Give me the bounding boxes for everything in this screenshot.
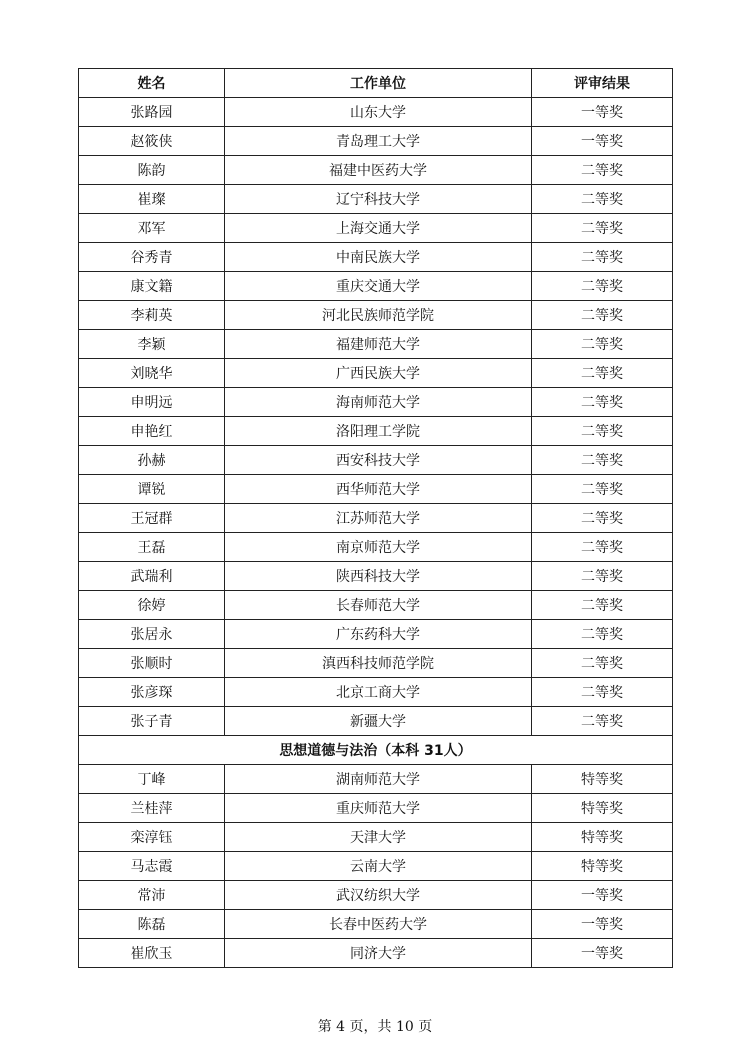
cell-name: 张顺时: [79, 649, 225, 678]
table-row: [79, 910, 673, 939]
cell-name: 武瑞利: [79, 562, 225, 591]
table-row: [79, 156, 673, 185]
cell-unit: 青岛理工大学: [225, 127, 532, 156]
cell-unit: 天津大学: [225, 823, 532, 852]
section-title: 思想道德与法治（本科 31人）: [79, 736, 673, 765]
cell-name: 陈韵: [79, 156, 225, 185]
cell-result: 一等奖: [532, 910, 673, 939]
table-row: [79, 185, 673, 214]
cell-result: 二等奖: [532, 649, 673, 678]
cell-unit: 滇西科技师范学院: [225, 649, 532, 678]
table-row: [79, 475, 673, 504]
cell-result: 特等奖: [532, 765, 673, 794]
table-row: [79, 707, 673, 736]
cell-result: 二等奖: [532, 330, 673, 359]
table-row: [79, 794, 673, 823]
cell-result: 二等奖: [532, 301, 673, 330]
cell-name: 马志霞: [79, 852, 225, 881]
table-row: [79, 214, 673, 243]
table-row: [79, 127, 673, 156]
cell-unit: 北京工商大学: [225, 678, 532, 707]
cell-name: 邓军: [79, 214, 225, 243]
cell-result: 一等奖: [532, 939, 673, 968]
cell-name: 王磊: [79, 533, 225, 562]
cell-unit: 广西民族大学: [225, 359, 532, 388]
cell-name: 申明远: [79, 388, 225, 417]
cell-name: 陈磊: [79, 910, 225, 939]
cell-unit: 云南大学: [225, 852, 532, 881]
section-body: [79, 736, 673, 765]
cell-name: 张居永: [79, 620, 225, 649]
cell-result: 特等奖: [532, 823, 673, 852]
cell-result: 一等奖: [532, 98, 673, 127]
cell-result: 二等奖: [532, 359, 673, 388]
cell-name: 刘晓华: [79, 359, 225, 388]
cell-unit: 洛阳理工学院: [225, 417, 532, 446]
table-row: [79, 678, 673, 707]
cell-result: 二等奖: [532, 678, 673, 707]
cell-name: 王冠群: [79, 504, 225, 533]
cell-name: 赵筱侠: [79, 127, 225, 156]
cell-result: 二等奖: [532, 272, 673, 301]
section-row: [79, 736, 673, 765]
cell-unit: 江苏师范大学: [225, 504, 532, 533]
table-row: [79, 823, 673, 852]
cell-result: 特等奖: [532, 794, 673, 823]
cell-unit: 山东大学: [225, 98, 532, 127]
cell-unit: 同济大学: [225, 939, 532, 968]
cell-unit: 陕西科技大学: [225, 562, 532, 591]
cell-name: 常沛: [79, 881, 225, 910]
cell-name: 申艳红: [79, 417, 225, 446]
table-body-a: [79, 98, 673, 736]
cell-unit: 上海交通大学: [225, 214, 532, 243]
cell-name: 李莉英: [79, 301, 225, 330]
cell-unit: 重庆师范大学: [225, 794, 532, 823]
cell-result: 二等奖: [532, 417, 673, 446]
table-row: [79, 765, 673, 794]
table-row: [79, 417, 673, 446]
cell-result: 二等奖: [532, 591, 673, 620]
table-row: [79, 533, 673, 562]
header-row: [79, 69, 673, 98]
cell-result: 二等奖: [532, 533, 673, 562]
cell-name: 康文籍: [79, 272, 225, 301]
cell-result: 一等奖: [532, 881, 673, 910]
table-row: [79, 301, 673, 330]
cell-unit: 湖南师范大学: [225, 765, 532, 794]
cell-result: 二等奖: [532, 156, 673, 185]
cell-unit: 中南民族大学: [225, 243, 532, 272]
cell-result: 二等奖: [532, 214, 673, 243]
cell-unit: 西安科技大学: [225, 446, 532, 475]
page-footer: 第 4 页，共 10 页: [317, 1019, 433, 1035]
cell-unit: 西华师范大学: [225, 475, 532, 504]
cell-name: 崔欣玉: [79, 939, 225, 968]
cell-unit: 长春中医药大学: [225, 910, 532, 939]
table-row: [79, 939, 673, 968]
cell-name: 谭锐: [79, 475, 225, 504]
table-row: [79, 98, 673, 127]
table-row: [79, 272, 673, 301]
cell-unit: 辽宁科技大学: [225, 185, 532, 214]
table-row: [79, 330, 673, 359]
cell-name: 谷秀青: [79, 243, 225, 272]
cell-name: 兰桂萍: [79, 794, 225, 823]
cell-result: 二等奖: [532, 504, 673, 533]
cell-name: 张路园: [79, 98, 225, 127]
cell-name: 丁峰: [79, 765, 225, 794]
awards-table: [78, 68, 673, 968]
table-row: [79, 852, 673, 881]
cell-result: 二等奖: [532, 620, 673, 649]
table-row: [79, 359, 673, 388]
cell-unit: 南京师范大学: [225, 533, 532, 562]
cell-result: 二等奖: [532, 562, 673, 591]
table-row: [79, 881, 673, 910]
cell-result: 二等奖: [532, 388, 673, 417]
cell-name: 徐婷: [79, 591, 225, 620]
cell-unit: 新疆大学: [225, 707, 532, 736]
table-row: [79, 562, 673, 591]
table-row: [79, 649, 673, 678]
cell-unit: 重庆交通大学: [225, 272, 532, 301]
table-row: [79, 388, 673, 417]
cell-name: 崔璨: [79, 185, 225, 214]
cell-result: 二等奖: [532, 243, 673, 272]
table-row: [79, 620, 673, 649]
cell-unit: 福建师范大学: [225, 330, 532, 359]
cell-unit: 武汉纺织大学: [225, 881, 532, 910]
header-unit: 工作单位: [225, 69, 532, 98]
table-row: [79, 446, 673, 475]
cell-unit: 福建中医药大学: [225, 156, 532, 185]
cell-unit: 海南师范大学: [225, 388, 532, 417]
cell-result: 二等奖: [532, 475, 673, 504]
cell-result: 特等奖: [532, 852, 673, 881]
table-row: [79, 504, 673, 533]
cell-unit: 长春师范大学: [225, 591, 532, 620]
cell-name: 张子青: [79, 707, 225, 736]
cell-result: 二等奖: [532, 446, 673, 475]
cell-unit: 河北民族师范学院: [225, 301, 532, 330]
table-row: [79, 591, 673, 620]
table-row: [79, 243, 673, 272]
cell-name: 张彦琛: [79, 678, 225, 707]
cell-name: 李颖: [79, 330, 225, 359]
cell-name: 孙赫: [79, 446, 225, 475]
header-name: 姓名: [79, 69, 225, 98]
cell-result: 二等奖: [532, 185, 673, 214]
cell-unit: 广东药科大学: [225, 620, 532, 649]
cell-name: 栾淳钰: [79, 823, 225, 852]
table-body-b: [79, 765, 673, 968]
cell-result: 二等奖: [532, 707, 673, 736]
header-result: 评审结果: [532, 69, 673, 98]
cell-result: 一等奖: [532, 127, 673, 156]
